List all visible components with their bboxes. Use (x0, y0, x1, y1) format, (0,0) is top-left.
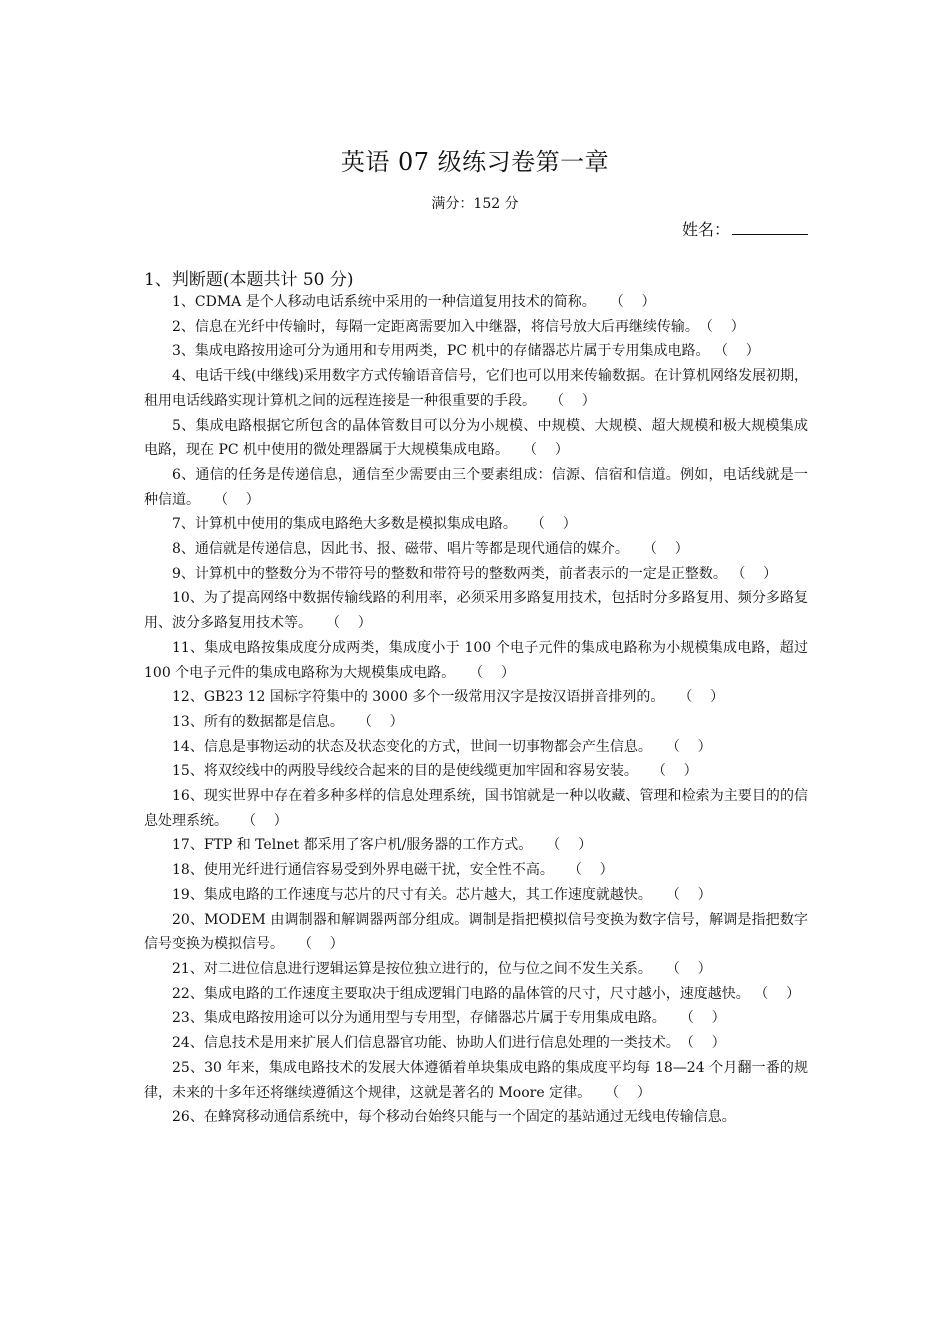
question-item: 4、电话干线(中继线)采用数字方式传输语音信号，它们也可以用来传输数据。在计算机网络发展初期，租用电话线路实现计算机之间的远程连接是一种很重要的手段。 （ ） (144, 368, 808, 409)
question-item: 2、信息在光纤中传输时，每隔一定距离需要加入中继器，将信号放大后再继续传输。 （ ） (172, 318, 745, 335)
question-item: 16、现实世界中存在着多种多样的信息处理系统，国书馆就是一种以收藏、管理和检索为主要目的的信息处理系统。 （ ） (144, 788, 808, 829)
question-item: 10、为了提高网络中数据传输线路的利用率，必须采用多路复用技术，包括时分多路复用、频分多路复用、波分多路复用技术等。 （ ） (144, 590, 808, 632)
question-list (144, 290, 808, 1130)
question-item: 19、集成电路的工作速度与芯片的尺寸有关。芯片越大，其工作速度就越快。 （ ） (172, 886, 712, 903)
question-item: 15、将双绞线中的两股导线绞合起来的目的是使线缆更加牢固和容易安装。 （ ） (172, 763, 698, 780)
total-score: 满分：152 分 (431, 196, 519, 212)
question-item: 5、集成电路根据它所包含的晶体管数目可以分为小规模、中规模、大规模、超大规模和极大规模集成电路，现在 PC 机中使用的微处理器属于大规模集成电路。 （ ） (144, 417, 808, 459)
section-heading: 1、判断题(本题共计 50 分) (144, 270, 354, 290)
question-item: 23、集成电路按用途可以分为通用型与专用型，存储器芯片属于专用集成电路。 （ ） (172, 1010, 726, 1027)
question-item: 1、CDMA 是个人移动电话系统中采用的一种信道复用技术的简称。 （ ） (172, 294, 656, 310)
question-item: 17、FTP 和 Telnet 都采用了客户机/服务器的工作方式。 （ ） (172, 837, 593, 854)
question-item: 26、在蜂窝移动通信系统中，每个移动台始终只能与一个固定的基站通过无线电传输信息。 (172, 1109, 736, 1126)
question-item: 7、计算机中使用的集成电路绝大多数是模拟集成电路。 （ ） (172, 516, 577, 533)
question-item: 24、信息技术是用来扩展人们信息器官功能、协助人们进行信息处理的一类技术。 （ ） (172, 1035, 726, 1052)
question-item: 22、集成电路的工作速度主要取决于组成逻辑门电路的晶体管的尺寸，尺寸越小，速度越快。 （ ） (172, 985, 801, 1002)
question-item: 11、集成电路按集成度分成两类，集成度小于 100 个电子元件的集成电路称为小规模集成电路，超过 100 个电子元件的集成电路称为大规模集成电路。 （ ） (144, 639, 808, 681)
question-item: 25、30 年来，集成电路技术的发展大体遵循着单块集成电路的集成度平均每 18—24 个月翻一番的规律，未来的十多年还将继续遵循这个规律，这就是著名的 Moore 定律。 （ ） (144, 1059, 808, 1101)
page-title: 英语 07 级练习卷第一章 (340, 148, 610, 176)
question-item: 8、通信就是传递信息，因此书、报、磁带、唱片等都是现代通信的媒介。 （ ） (172, 541, 689, 558)
question-item: 3、集成电路按用途可分为通用和专用两类，PC 机中的存储器芯片属于专用集成电路。 （ ） (172, 343, 760, 360)
question-item: 21、对二进位信息进行逻辑运算是按位独立进行的，位与位之间不发生关系。 （ ） (172, 960, 712, 977)
question-item: 20、MODEM 由调制器和解调器两部分组成。调制是指把模拟信号变换为数字信号，解调是指把数字信号变换为模拟信号。 （ ） (144, 911, 808, 953)
question-item: 13、所有的数据都是信息。 （ ） (172, 713, 404, 730)
question-item: 14、信息是事物运动的状态及状态变化的方式，世间一切事物都会产生信息。 （ ） (172, 738, 712, 755)
name-label: 姓名： (681, 220, 730, 239)
question-item: 12、GB23 12 国标字符集中的 3000 多个一级常用汉字是按汉语拼音排列的。 （ ） (172, 689, 725, 706)
question-item: 6、通信的任务是传递信息，通信至少需要由三个要素组成：信源、信宿和信道。例如，电话线就是一种信道。 （ ） (144, 466, 808, 508)
name-blank (732, 220, 808, 235)
name-field (682, 217, 808, 240)
question-item: 9、计算机中的整数分为不带符号的整数和带符号的整数两类，前者表示的一定是正整数。 （ ） (172, 565, 778, 582)
question-item: 18、使用光纤进行通信容易受到外界电磁干扰，安全性不高。 （ ） (172, 862, 614, 879)
